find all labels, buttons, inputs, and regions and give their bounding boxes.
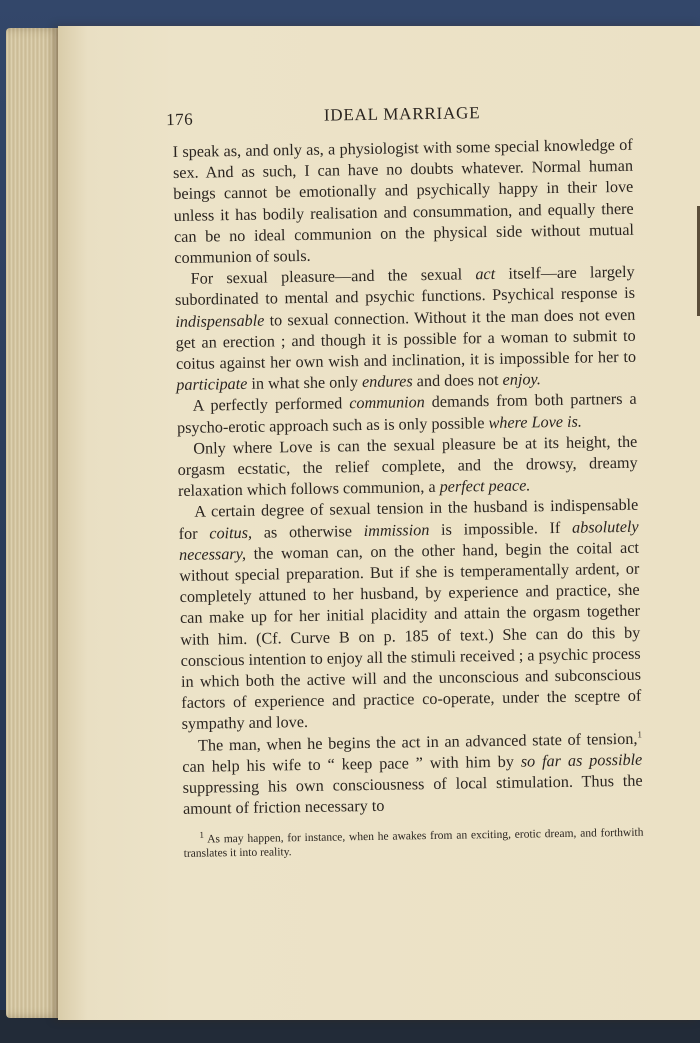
italic-text: indispensable — [175, 311, 265, 331]
text-run: as otherwise — [251, 521, 364, 542]
italic-text: where Love is. — [488, 412, 583, 432]
paragraph — [182, 728, 643, 820]
footnote-marker: 1 — [199, 829, 204, 840]
italic-text: endures — [361, 372, 413, 392]
text-run: to sexual connection. Without it the man does not even get an erection ; and though it is possible for a woman to submit to coitus against her own wish and inclination, it is impossible for her to — [175, 305, 637, 373]
text-run: can help his wife to “ keep pace ” with him by — [182, 752, 521, 776]
body-text — [173, 135, 644, 821]
running-title: IDEAL MARRIAGE — [323, 103, 481, 125]
paragraph — [173, 135, 635, 269]
italic-text: enjoy. — [502, 370, 541, 390]
text-run: the woman can, on the other hand, begin the coital act without special preparation. But if she is temperamentally ardent, or completely attuned to her husband, by experience and practice, she can make up for her initial placidity and attain the orgasm together with him. (Cf. Curve B on p. 185 of text.) She can do this by conscious intention to enjoy all the stimuli received ; a psychic process in which both the active will and the unconscious and subconscious factors of experience and practice co-operate, under the sceptre of sympathy and love. — [179, 538, 642, 734]
text-run: itself—are largely subordinated to mental and psychic functions. Psychical response is — [174, 262, 636, 310]
paragraph — [177, 432, 638, 503]
paragraph — [177, 389, 638, 439]
text-run: is impossible. If — [429, 518, 573, 539]
page-text-block — [166, 101, 644, 872]
italic-text: perfect peace. — [439, 476, 531, 497]
text-run: suppressing his own consciousness of local stimulation. Thus the amount of friction necessary to — [182, 771, 643, 819]
text-run: in what she only — [247, 373, 363, 394]
paragraph — [175, 262, 637, 396]
text-run: The man, when he begins the act in an advanced state of tension, — [197, 729, 638, 755]
footnote-reference: 1 — [637, 728, 642, 740]
text-run: demands from both partners a psycho-erotic approach such as is only possible — [176, 390, 637, 437]
italic-text: absolutely necessary, — [178, 517, 639, 564]
page-number: 176 — [166, 109, 194, 130]
italic-text: participate — [176, 375, 248, 395]
paragraph — [178, 495, 642, 735]
text-run: and does not — [412, 371, 503, 391]
text-run: I speak as, and only as, a physiologist with some special knowledge of sex. And as such, I can have no doubts whatever. Normal human beings cannot be emotionally and psychically happy in their love unless it has bodily realisation and consummation, and equally there can be no ideal communion on the physical side without mutual communion of souls. — [172, 135, 635, 267]
italic-text: coitus, — [209, 523, 253, 543]
footnote-text: As may happen, for instance, when he awakes from an exciting, erotic dream, and forthwith translates it into reality. — [183, 826, 644, 860]
text-run: A certain degree of sexual tension in the husband is indispensable for — [178, 496, 639, 543]
italic-text: so far as possible — [520, 750, 643, 771]
italic-text: act — [475, 265, 496, 284]
italic-text: immission — [363, 520, 430, 540]
text-run: For sexual pleasure—and the sexual — [190, 265, 476, 288]
text-run: Only where Love is can the sexual pleasure be at its height, the orgasm ecstatic, the relief complete, and the drowsy, dreamy relaxation which follows communion, a — [177, 432, 638, 501]
page-stack-edges — [6, 28, 66, 1018]
text-run: A perfectly performed — [192, 394, 350, 416]
italic-text: communion — [349, 393, 425, 413]
footnote — [183, 825, 643, 860]
